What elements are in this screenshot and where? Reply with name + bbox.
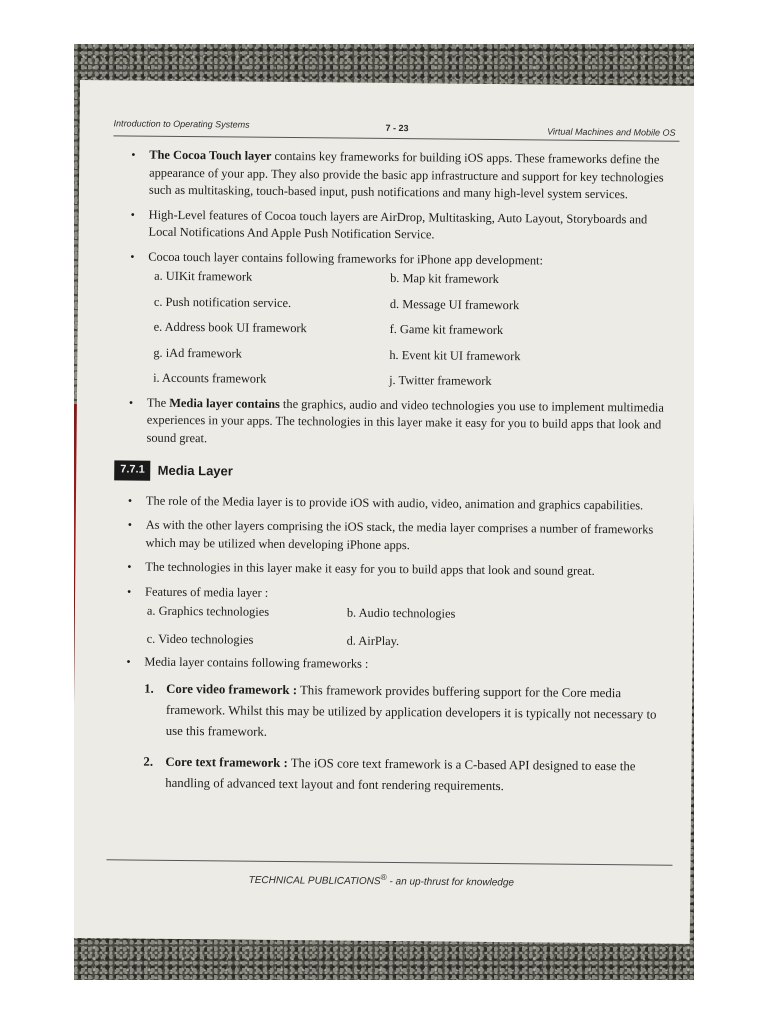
section-title: Media Layer [157,462,233,479]
footer-registered-mark: ® [380,871,387,882]
list-item: b. Audio technologies [346,605,456,621]
bullet-text: High-Level features of Cocoa touch layers are AirDrop, Multitasking, Auto Layout, Storyboards and Local Notifications And Apple Push Notification Service. [148,207,648,242]
list-item: c. Video technologies [146,631,254,647]
bullet-dot: • [131,147,136,162]
running-header [113,118,679,145]
list-item: a. Graphics technologies [146,603,270,619]
section-heading [114,460,670,485]
bullet-text: contains key frameworks for building iOS apps. These frameworks define the appearance of your app. They also provide the basic app infrastructure and support for key technologies such as multitasking, touch-based input, push notifications and many high-level system services. [148,148,664,202]
bullet-high-level-features [112,206,672,246]
list-item: a. UIKit framework [154,268,253,284]
bullet-text: Cocoa touch layer contains following frameworks for iPhone app development: [148,249,544,267]
list-item: i. Accounts framework [153,370,267,386]
list-item: c. Push notification service. [153,294,292,310]
bullet-lead: Media layer contains [169,395,280,411]
bullet-dot: • [126,654,131,669]
bullet-media-frameworks [108,653,668,676]
framework-number: 1. [144,681,154,696]
bullet-text: the graphics, audio and video technologies you use to implement multimedia experiences in your apps. The technologies in this layer make it easy for you to build apps that look and sound great. [146,396,664,445]
page-body [107,146,673,808]
list-item: d. AirPlay. [346,633,400,648]
bullet-media-layer-intro [110,394,670,452]
list-item: f. Game kit framework [389,321,504,338]
header-chapter-title: Virtual Machines and Mobile OS [547,126,676,138]
framework-text: The iOS core text framework is a C-based API designed to ease the handling of advanced text layout and font rendering requirements. [165,755,636,793]
touch-framework-list [111,267,672,392]
bullet-text: Features of media layer : [145,584,269,600]
book-page [74,80,694,944]
photo-background [74,44,694,980]
footer-publisher: TECHNICAL PUBLICATIONS [248,874,381,887]
framework-item [108,678,669,746]
list-item: g. iAd framework [153,345,242,361]
framework-text: This framework provides buffering support for the Core media framework. Whilst this may be utilized by application developers it is typically not necessary to use this framework. [165,682,657,739]
footer-tagline: - an up-thrust for knowledge [386,875,515,889]
framework-item [107,751,667,798]
bullet-dot: • [128,394,134,410]
section-number: 7.7.1 [114,460,151,480]
bullet-text: The technologies in this layer make it easy for you to build apps that look and sound great. [145,559,595,578]
bullet-lead: The Cocoa Touch layer [149,147,272,163]
framework-title: Core video framework : [166,681,298,697]
framework-number: 2. [143,754,154,769]
bullet-dot: • [130,248,135,264]
header-page-number: 7 - 23 [385,122,409,134]
bullet-dot: • [127,492,133,508]
bullet-text: The role of the Media layer is to provide iOS with audio, video, animation and graphics capabilities. [145,493,644,512]
list-item: d. Message UI framework [389,296,520,312]
bullet-dot: • [127,559,132,574]
bullet-text-pre: The [146,395,170,410]
list-item: b. Map kit framework [390,270,499,287]
bullet-dot: • [127,517,133,532]
bullet-text: Media layer contains following frameworks : [144,654,369,671]
bullet-text: As with the other layers comprising the iOS stack, the media layer comprises a number of frameworks which may be utilized when developing iPhone apps. [145,517,654,552]
media-feature-list [109,602,669,652]
framework-title: Core text framework : [165,754,288,770]
bullet-dot: • [130,206,135,222]
footer-rule [107,859,673,865]
header-book-title: Introduction to Operating Systems [113,118,250,130]
bullet-dot: • [127,583,132,599]
list-item: j. Twitter framework [389,372,492,388]
bullet-media-role [110,492,670,515]
list-item: h. Event kit UI framework [389,347,521,363]
bullet-media-technologies [109,558,669,581]
list-item: e. Address book UI framework [153,319,307,336]
bullet-cocoa-touch [113,146,673,204]
bullet-media-stack [109,516,669,556]
page-footer [74,869,690,890]
